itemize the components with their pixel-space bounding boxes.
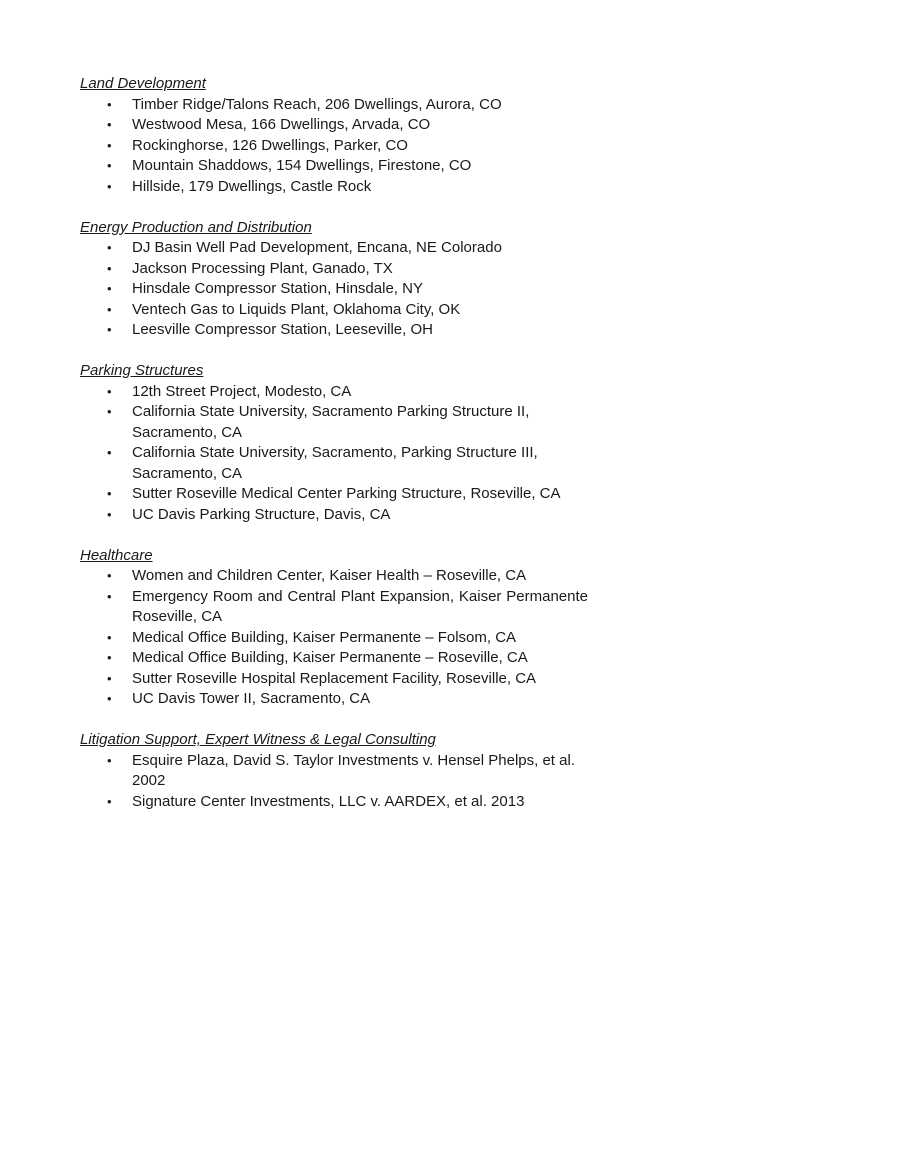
list-item-text: Ventech Gas to Liquids Plant, Oklahoma City, OK	[132, 300, 461, 318]
list-item	[80, 792, 588, 813]
bullet-icon: •	[107, 568, 112, 583]
section-list	[80, 95, 588, 198]
list-item	[80, 279, 588, 300]
section-heading: Litigation Support, Expert Witness & Legal Consulting	[80, 731, 436, 748]
bullet-icon: •	[107, 752, 112, 768]
list-item-text: Hinsdale Compressor Station, Hinsdale, NY	[132, 280, 423, 297]
list-item	[80, 402, 588, 443]
list-item	[80, 300, 588, 321]
list-item-text: UC Davis Tower II, Sacramento, CA	[132, 690, 371, 707]
list-item	[80, 156, 588, 177]
list-item-text: California State University, Sacramento Parking Structure II, Sacramento, CA	[132, 403, 530, 441]
section	[80, 361, 588, 525]
bullet-icon: •	[107, 322, 112, 337]
section-list	[80, 566, 588, 710]
list-item-text: California State University, Sacramento, Parking Structure III, Sacramento, CA	[132, 444, 538, 482]
list-item-text: Sutter Roseville Hospital Replacement Facility, Roseville, CA	[132, 669, 537, 687]
list-item	[80, 320, 588, 341]
list-item-text: Esquire Plaza, David S. Taylor Investments v. Hensel Phelps, et al. 2002	[132, 751, 575, 789]
section	[80, 730, 588, 812]
bullet-icon: •	[107, 670, 112, 686]
section-list	[80, 238, 588, 341]
list-item	[80, 689, 588, 710]
list-item-text: Sutter Roseville Medical Center Parking Structure, Roseville, CA	[132, 485, 561, 502]
list-item-text: Emergency Room and Central Plant Expansion, Kaiser Permanente Roseville, CA	[132, 587, 588, 625]
bullet-icon: •	[107, 404, 112, 419]
bullet-icon: •	[107, 260, 112, 276]
list-item	[80, 443, 588, 484]
list-item	[80, 484, 588, 505]
bullet-icon: •	[107, 629, 112, 645]
bullet-icon: •	[107, 137, 112, 153]
bullet-icon: •	[107, 650, 112, 665]
bullet-icon: •	[107, 691, 112, 706]
list-item-text: Jackson Processing Plant, Ganado, TX	[132, 259, 393, 277]
section	[80, 218, 588, 341]
list-item-text: Medical Office Building, Kaiser Permanente – Roseville, CA	[132, 649, 528, 666]
bullet-icon: •	[107, 301, 112, 317]
list-item	[80, 136, 588, 157]
section-heading: Parking Structures	[80, 362, 204, 379]
bullet-icon: •	[107, 383, 112, 399]
list-item	[80, 587, 588, 628]
bullet-icon: •	[107, 240, 112, 255]
list-item-text: UC Davis Parking Structure, Davis, CA	[132, 505, 391, 523]
section	[80, 74, 588, 197]
list-item	[80, 95, 588, 116]
list-item	[80, 259, 588, 280]
bullet-icon: •	[107, 96, 112, 112]
section-heading: Land Development	[80, 75, 206, 92]
list-item-text: Hillside, 179 Dwellings, Castle Rock	[132, 177, 372, 195]
bullet-icon: •	[107, 445, 112, 460]
list-item-text: 12th Street Project, Modesto, CA	[132, 382, 352, 400]
bullet-icon: •	[107, 281, 112, 296]
bullet-icon: •	[107, 588, 112, 604]
list-item	[80, 669, 588, 690]
bullet-icon: •	[107, 117, 112, 132]
list-item	[80, 177, 588, 198]
section-heading: Energy Production and Distribution	[80, 218, 312, 236]
section	[80, 546, 588, 710]
section-list	[80, 751, 588, 813]
list-item	[80, 505, 588, 526]
section-list	[80, 382, 588, 526]
list-item-text: Women and Children Center, Kaiser Health – Roseville, CA	[132, 567, 527, 584]
list-item	[80, 628, 588, 649]
list-item	[80, 382, 588, 403]
list-item	[80, 648, 588, 669]
list-item-text: DJ Basin Well Pad Development, Encana, NE Colorado	[132, 239, 502, 256]
document-body	[80, 74, 588, 833]
list-item	[80, 566, 588, 587]
list-item-text: Leesville Compressor Station, Leeseville, OH	[132, 321, 433, 338]
list-item-text: Signature Center Investments, LLC v. AARDEX, et al. 2013	[132, 792, 525, 810]
list-item-text: Medical Office Building, Kaiser Permanente – Folsom, CA	[132, 628, 517, 646]
list-item	[80, 751, 588, 792]
bullet-icon: •	[107, 158, 112, 173]
bullet-icon: •	[107, 178, 112, 194]
section-heading: Healthcare	[80, 546, 153, 564]
bullet-icon: •	[107, 793, 112, 809]
bullet-icon: •	[107, 486, 112, 501]
list-item-text: Rockinghorse, 126 Dwellings, Parker, CO	[132, 136, 408, 154]
bullet-icon: •	[107, 506, 112, 522]
list-item-text: Westwood Mesa, 166 Dwellings, Arvada, CO	[132, 116, 431, 133]
list-item	[80, 238, 588, 259]
list-item-text: Mountain Shaddows, 154 Dwellings, Firestone, CO	[132, 157, 472, 174]
list-item	[80, 115, 588, 136]
list-item-text: Timber Ridge/Talons Reach, 206 Dwellings, Aurora, CO	[132, 95, 502, 113]
